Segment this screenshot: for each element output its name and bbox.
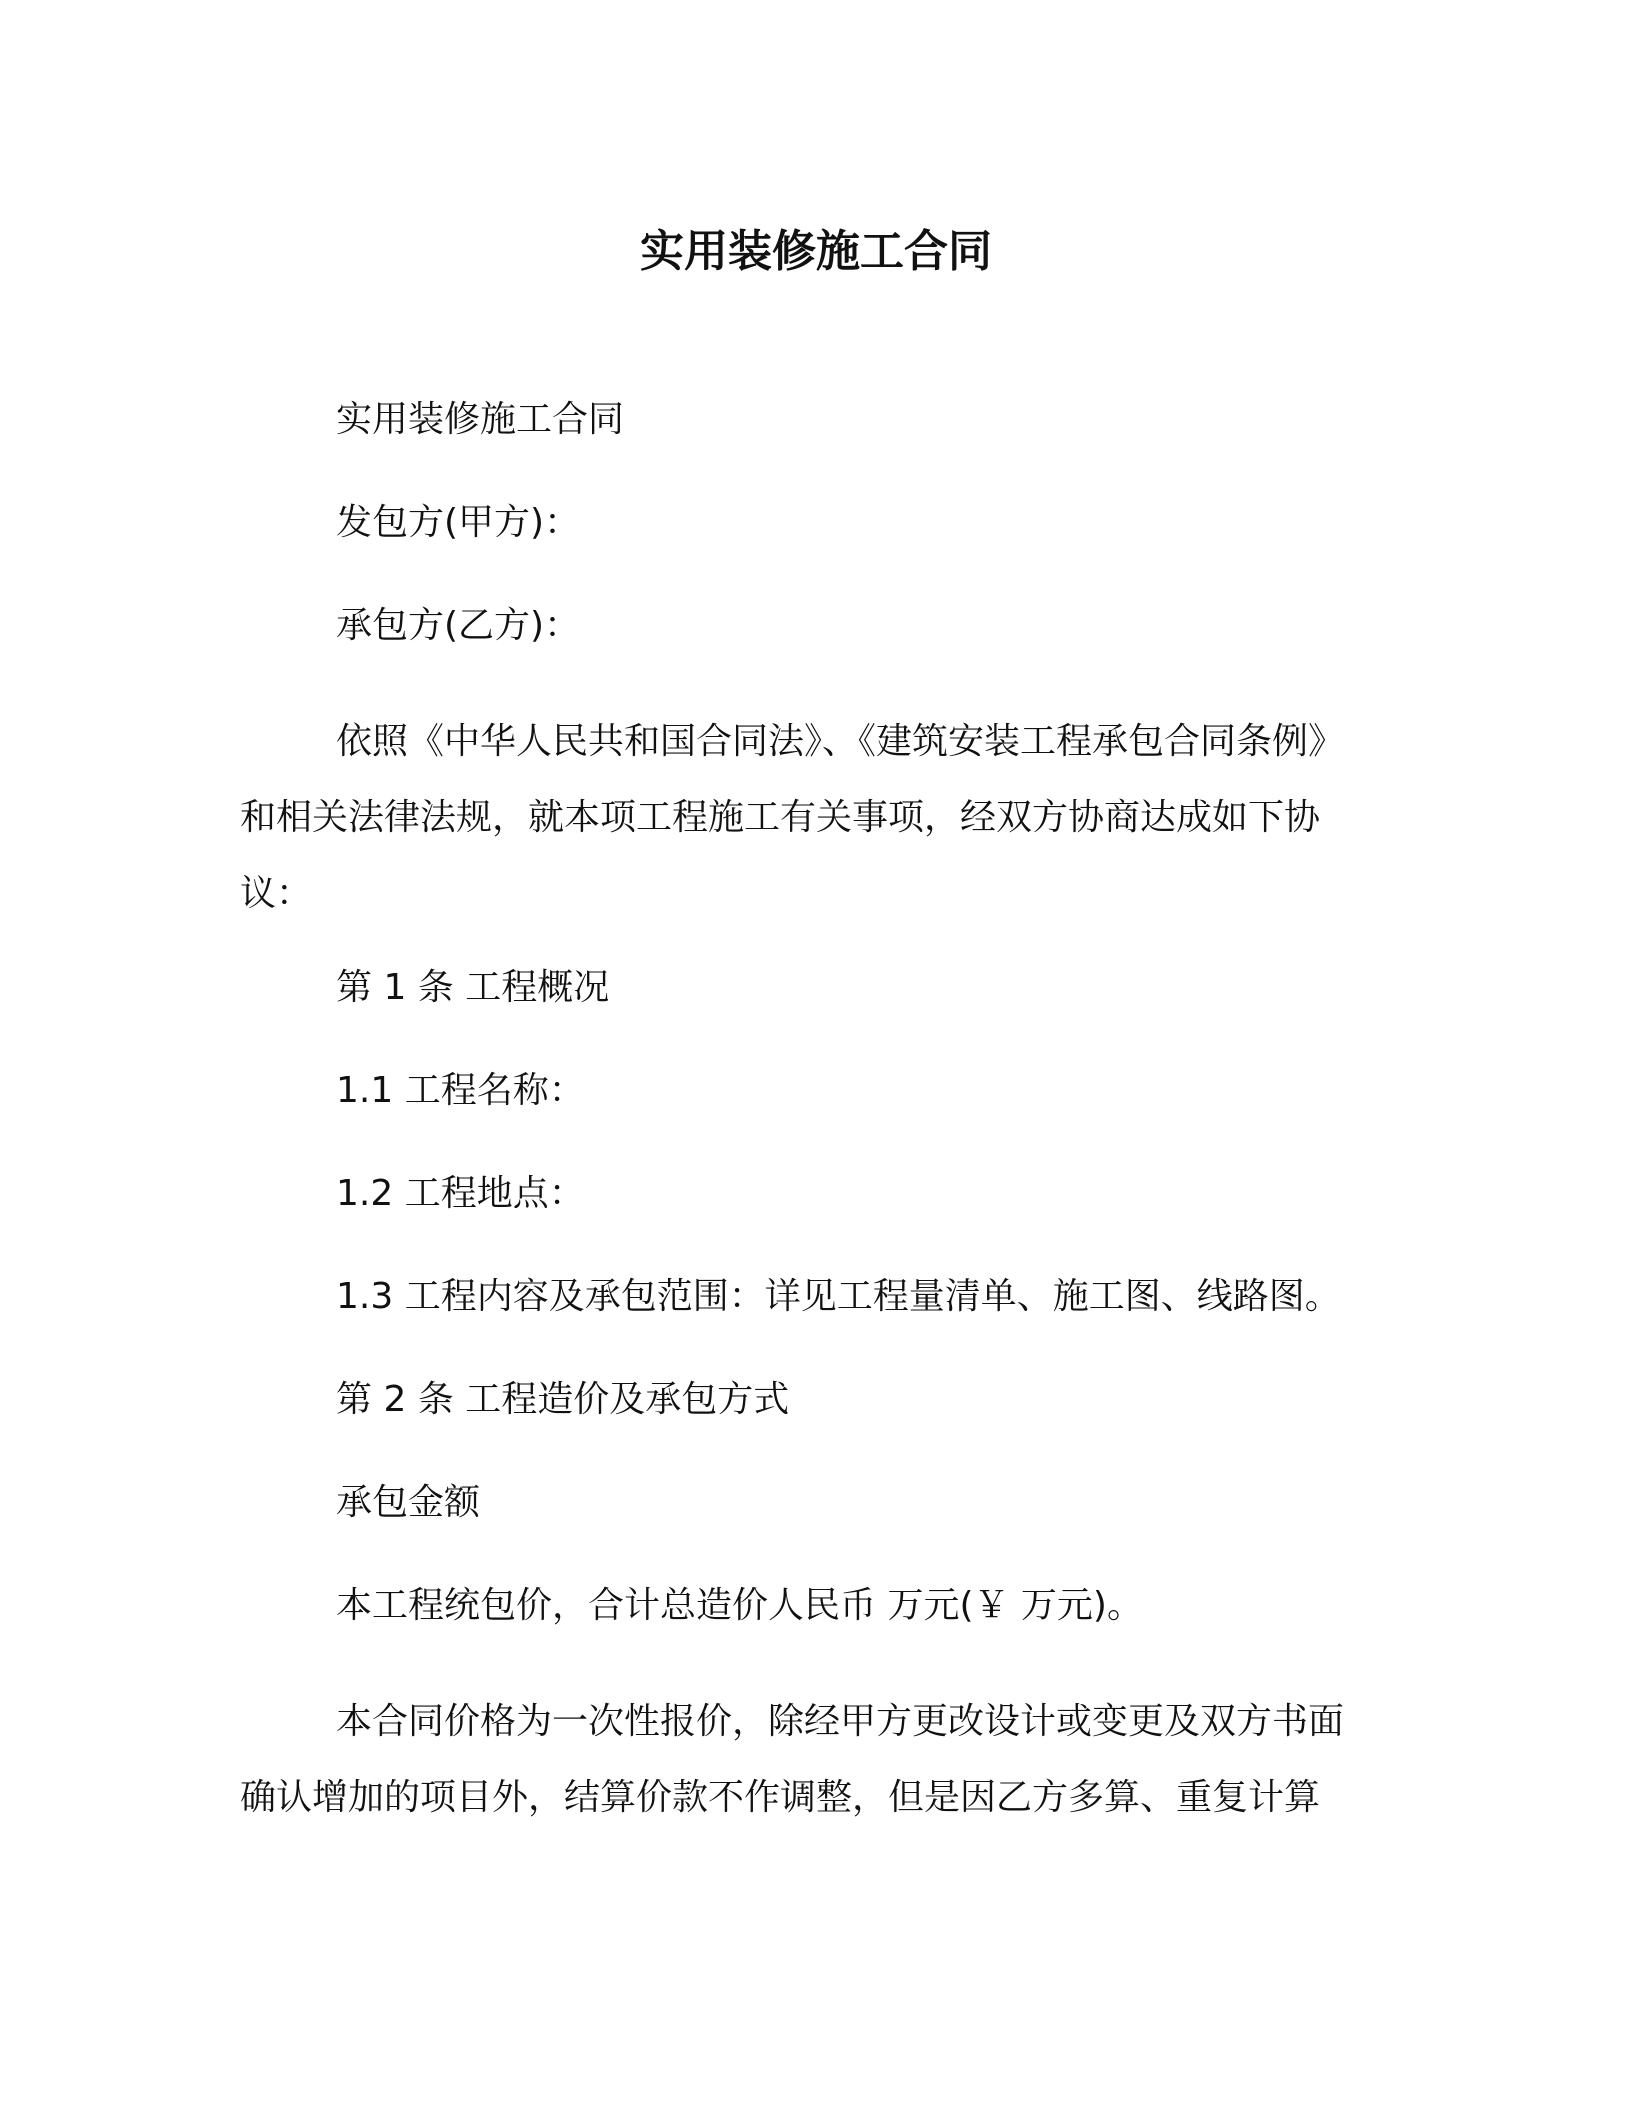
party-a-line: 发包方(甲方)： bbox=[336, 502, 581, 543]
preamble-line: 议： bbox=[240, 873, 313, 914]
article-1-item-3: 1.3 工程内容及承包范围：详见工程量清单、施工图、线路图。 bbox=[336, 1276, 1341, 1317]
price-line: 本工程统包价，合计总造价人民币 万元(￥ 万元)。 bbox=[336, 1585, 1143, 1626]
article-1-item-1: 1.1 工程名称： bbox=[336, 1070, 585, 1111]
price-terms-paragraph bbox=[240, 1684, 1412, 1836]
contract-subtitle: 实用装修施工合同 bbox=[336, 399, 625, 440]
price-terms-line: 本合同价格为一次性报价，除经甲方更改设计或变更及双方书面 bbox=[336, 1701, 1345, 1742]
party-b-line: 承包方(乙方)： bbox=[336, 605, 581, 646]
article-2-heading: 第 2 条 工程造价及承包方式 bbox=[336, 1379, 790, 1420]
document-title: 实用装修施工合同 bbox=[640, 226, 992, 277]
preamble-line: 和相关法律法规，就本项工程施工有关事项，经双方协商达成如下协 bbox=[240, 797, 1321, 838]
article-1-item-2: 1.2 工程地点： bbox=[336, 1173, 585, 1214]
price-terms-line: 确认增加的项目外，结算价款不作调整，但是因乙方多算、重复计算 bbox=[240, 1777, 1321, 1818]
article-2-subheading: 承包金额 bbox=[336, 1482, 481, 1523]
preamble-line: 依照《中华人民共和国合同法》、《建筑安装工程承包合同条例》 bbox=[336, 721, 1345, 762]
article-1-heading: 第 1 条 工程概况 bbox=[336, 967, 610, 1008]
preamble-paragraph bbox=[240, 704, 1412, 932]
